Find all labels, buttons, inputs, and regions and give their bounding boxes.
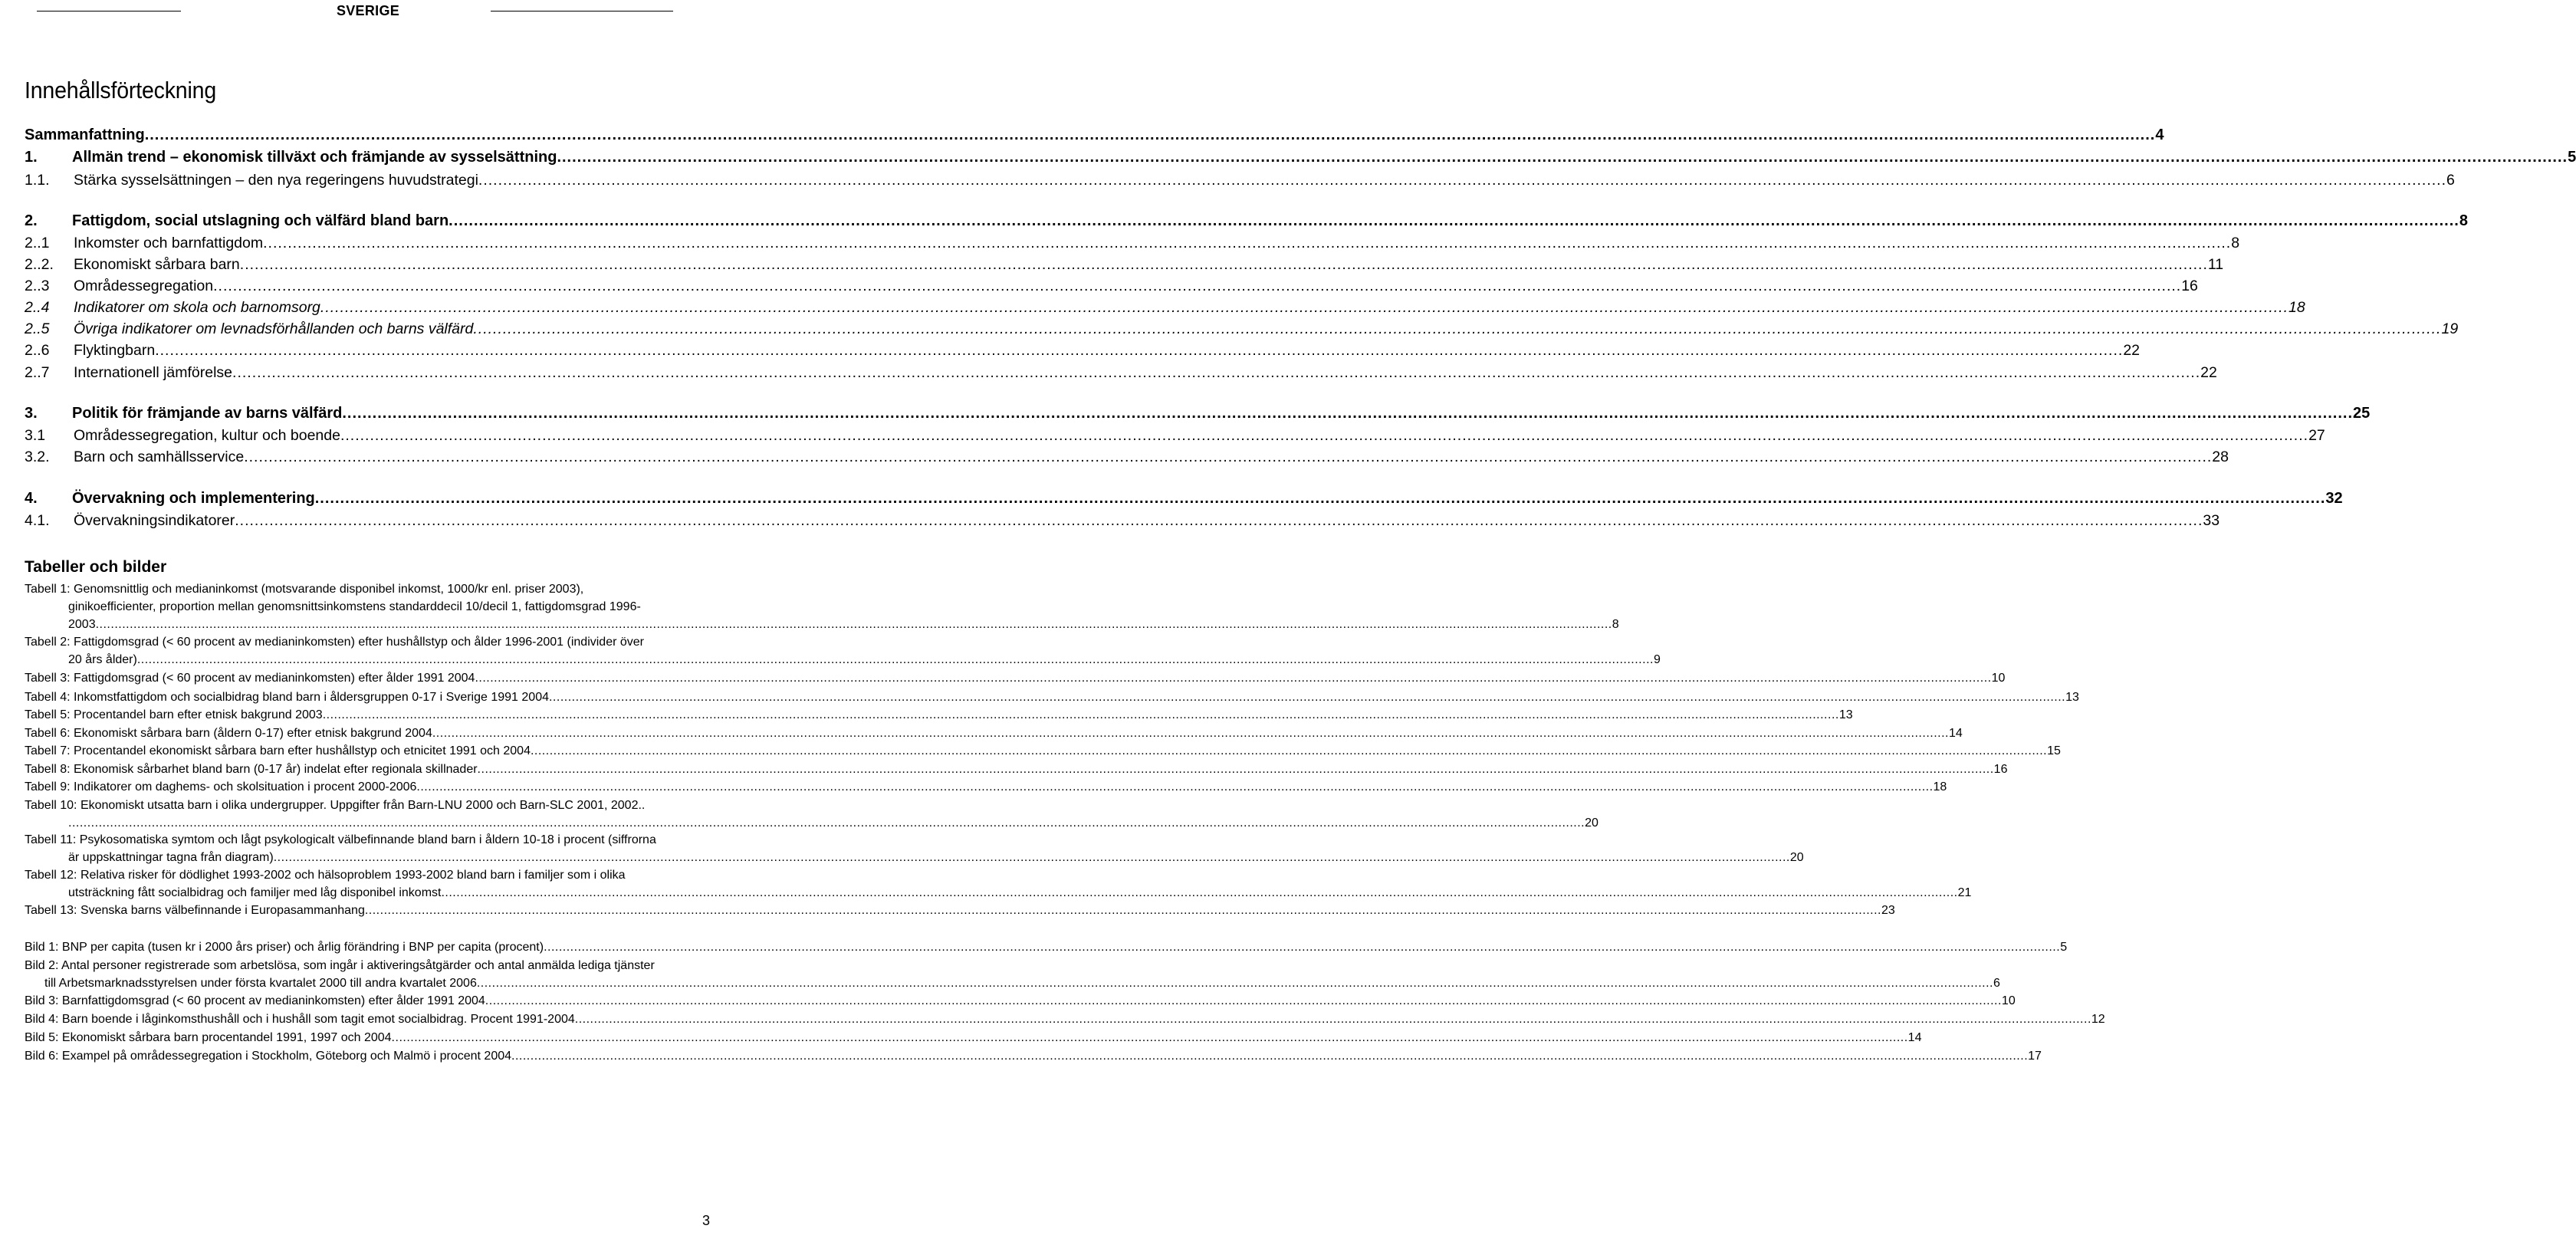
dot-leader: ................................................................................................................................................................................................................................................................................................................................................................................................................ [273, 851, 1790, 864]
table-entry[interactable] [25, 902, 1895, 919]
table-entry-text: Tabell 11: Psykosomatiska symtom och lågt psykologicalt välbefinnande bland barn i åldern 10-18 i procent (siffrorna [25, 833, 656, 846]
toc-entry[interactable] [25, 127, 2164, 144]
toc-entry[interactable] [25, 149, 2576, 166]
toc-entry-page: 32 [2325, 490, 2343, 507]
table-entry[interactable] [25, 706, 1853, 724]
toc-entry-page: 5 [2568, 149, 2576, 166]
image-entry-page: 12 [2091, 1013, 2105, 1026]
toc-entry-label: Flyktingbarn [74, 342, 156, 359]
table-entry-page: 18 [1933, 780, 1947, 794]
table-entry-page: 16 [1993, 763, 2008, 776]
toc-entry-number: 2..3 [25, 278, 50, 294]
dot-leader: ................................................................................................................................................................................................................................................................................................................................................................................................................ [342, 405, 2353, 422]
table-entry[interactable] [25, 797, 1598, 832]
toc-entry-number: 4. [25, 490, 38, 507]
image-entry[interactable] [25, 1010, 2105, 1028]
toc-entry-page: 22 [2200, 364, 2217, 381]
toc-entry[interactable] [25, 364, 2217, 382]
image-entry-page: 14 [1907, 1031, 1922, 1044]
dot-leader: ................................................................................................................................................................................................................................................................................................................................................................................................................ [473, 320, 2442, 337]
image-entry[interactable] [25, 1047, 2042, 1065]
dot-leader: ................................................................................................................................................................................................................................................................................................................................................................................................................ [544, 941, 2061, 954]
toc-entry-number: 1. [25, 149, 38, 166]
table-entry-text: Tabell 6: Ekonomiskt sårbara barn (åldern 0-17) efter etnisk bakgrund 2004 [25, 727, 432, 740]
header-title: SVERIGE [336, 3, 400, 18]
toc-entry-number: 3.2. [25, 449, 50, 465]
toc-entry-number: 3.1 [25, 427, 46, 444]
dot-leader: ................................................................................................................................................................................................................................................................................................................................................................................................................ [574, 1013, 2091, 1026]
image-entry[interactable] [25, 1029, 1922, 1046]
toc-entry-page: 28 [2212, 449, 2229, 465]
toc-entry-label: Områdessegregation, kultur och boende [74, 427, 340, 444]
table-entry-text: utsträckning fått socialbidrag och familjer med låg disponibel inkomst [68, 886, 442, 899]
toc-entry-label: Fattigdom, social utslagning och välfärd bland barn [72, 212, 449, 229]
table-entry-page: 20 [1789, 851, 1804, 864]
table-entry-text: Tabell 10: Ekonomiskt utsatta barn i olika undergrupper. Uppgifter från Barn-LNU 2000 och Barn-SLC 2001, 2002.. [25, 799, 646, 812]
toc-entry[interactable] [25, 512, 2220, 530]
table-entry-text: 2003 [68, 618, 96, 631]
toc-entry-label: Inkomster och barnfattigdom [74, 235, 264, 251]
dot-leader: ................................................................................................................................................................................................................................................................................................................................................................................................................ [391, 1031, 1908, 1044]
dot-leader: ................................................................................................................................................................................................................................................................................................................................................................................................................ [340, 427, 2309, 444]
image-entry[interactable] [25, 957, 2000, 992]
toc-entry[interactable] [25, 405, 2371, 422]
image-entry-text: till Arbetsmarknadsstyrelsen under första kvartalet 2000 till andra kvartalet 2006 [44, 977, 477, 990]
table-entry[interactable] [25, 724, 1963, 742]
toc-entry-label: Övervakning och implementering [72, 490, 315, 507]
toc-entry[interactable] [25, 320, 2459, 338]
image-entry-text: Bild 6: Exampel på områdessegregation i Stockholm, Göteborg och Malmö i procent 2004 [25, 1050, 512, 1063]
toc-entry-page: 27 [2308, 427, 2325, 444]
table-entry-page: 14 [1948, 727, 1963, 740]
dot-leader: ................................................................................................................................................................................................................................................................................................................................................................................................................ [548, 691, 2066, 704]
dot-leader: ................................................................................................................................................................................................................................................................................................................................................................................................................ [432, 727, 1949, 740]
table-entry[interactable] [25, 669, 2006, 687]
dot-leader: ................................................................................................................................................................................................................................................................................................................................................................................................................ [95, 618, 1612, 631]
table-entry-page: 20 [1585, 816, 1598, 830]
table-entry-page: 21 [1957, 886, 1972, 899]
image-entry[interactable] [25, 938, 2068, 956]
toc-entry-page: 19 [2441, 320, 2459, 337]
toc-entry-number: 2. [25, 212, 38, 229]
dot-leader: ................................................................................................................................................................................................................................................................................................................................................................................................................ [263, 235, 2232, 251]
table-entry-text: Tabell 9: Indikatorer om daghems- och skolsituation i procent 2000-2006 [25, 780, 417, 794]
toc-entry-page: 22 [2123, 342, 2141, 359]
table-entry-page: 9 [1653, 653, 1661, 666]
toc-entry-page: 25 [2353, 405, 2371, 422]
table-entry-page: 23 [1881, 904, 1895, 917]
toc-entry-page: 16 [2181, 278, 2198, 294]
image-entry-text: Bild 2: Antal personer registrerade som arbetslösa, som ingår i aktiveringsåtgärder och antal anmälda lediga tjänster [25, 959, 655, 972]
table-entry-text: Tabell 13: Svenska barns välbefinnande i Europasammanhang [25, 904, 365, 917]
toc-entry[interactable] [25, 449, 2229, 466]
toc-entry-page: 11 [2207, 256, 2224, 273]
dot-leader: ................................................................................................................................................................................................................................................................................................................................................................................................................ [364, 904, 1881, 917]
toc-entry-label: Övervakningsindikatorer [74, 512, 235, 529]
image-entry-text: Bild 1: BNP per capita (tusen kr i 2000 års priser) och årlig förändring i BNP per capita (procent) [25, 941, 544, 954]
toc-entry[interactable] [25, 256, 2224, 274]
table-entry[interactable] [25, 866, 1972, 902]
toc-entry-page: 33 [2203, 512, 2220, 529]
dot-leader: ................................................................................................................................................................................................................................................................................................................................................................................................................ [530, 744, 2048, 757]
dot-leader: ................................................................................................................................................................................................................................................................................................................................................................................................................ [213, 278, 2182, 294]
toc-entry-label: Allmän trend – ekonomisk tillväxt och främjande av sysselsättning [72, 149, 557, 166]
dot-leader: ................................................................................................................................................................................................................................................................................................................................................................................................................ [155, 342, 2124, 359]
table-entry[interactable] [25, 831, 1804, 866]
toc-entry-number: 3. [25, 405, 38, 422]
table-entry-page: 10 [1991, 672, 2006, 685]
dot-leader: ................................................................................................................................................................................................................................................................................................................................................................................................................ [239, 256, 2208, 273]
table-entry-text: Tabell 2: Fattigdomsgrad (< 60 procent av medianinkomsten) efter hushållstyp och ålder 1996-2001 (individer över [25, 636, 644, 649]
toc-entry[interactable] [25, 212, 2468, 230]
dot-leader: ................................................................................................................................................................................................................................................................................................................................................................................................................ [485, 994, 2002, 1007]
table-entry-text: Tabell 4: Inkomstfattigdom och socialbidrag bland barn i åldersgruppen 0-17 i Sverige 1991 2004 [25, 691, 549, 704]
dot-leader: ................................................................................................................................................................................................................................................................................................................................................................................................................ [511, 1050, 2029, 1063]
toc-entry-number: 2..6 [25, 342, 50, 359]
dot-leader: ................................................................................................................................................................................................................................................................................................................................................................................................................ [68, 816, 1585, 830]
dot-leader: ................................................................................................................................................................................................................................................................................................................................................................................................................ [232, 364, 2201, 381]
dot-leader: ................................................................................................................................................................................................................................................................................................................................................................................................................ [557, 149, 2568, 166]
dot-leader: ................................................................................................................................................................................................................................................................................................................................................................................................................ [244, 449, 2213, 465]
dot-leader: ................................................................................................................................................................................................................................................................................................................................................................................................................ [477, 763, 1994, 776]
dot-leader: ................................................................................................................................................................................................................................................................................................................................................................................................................ [475, 672, 1992, 685]
table-entry[interactable] [25, 688, 2079, 706]
toc-entry-page: 8 [2459, 212, 2468, 229]
toc-entry[interactable] [25, 299, 2305, 317]
toc-entry-label: Indikatorer om skola och barnomsorg [74, 299, 320, 316]
table-entry-text: är uppskattningar tagna från diagram) [68, 851, 274, 864]
image-entry-text: Bild 5: Ekonomiskt sårbara barn procentandel 1991, 1997 och 2004 [25, 1031, 392, 1044]
table-entry-page: 8 [1612, 618, 1619, 631]
toc-entry[interactable] [25, 278, 2198, 295]
table-entry[interactable] [25, 580, 1619, 633]
image-entry[interactable] [25, 992, 2016, 1010]
toc-title: Innehållsförteckning [25, 77, 216, 104]
toc-entry-label: Stärka sysselsättningen – den nya regeringens huvudstrategi [74, 172, 478, 189]
image-entry-page: 17 [2028, 1050, 2042, 1063]
image-entry-text: Bild 3: Barnfattigdomsgrad (< 60 procent av medianinkomsten) efter ålder 1991 2004 [25, 994, 485, 1007]
page-header [0, 0, 736, 31]
toc-entry-number: 2..2. [25, 256, 54, 273]
dot-leader: ................................................................................................................................................................................................................................................................................................................................................................................................................ [235, 512, 2203, 529]
toc-entry-number: 2..5 [25, 320, 50, 337]
table-entry-page: 13 [2065, 691, 2079, 704]
table-entry-text: Tabell 8: Ekonomisk sårbarhet bland barn (0-17 år) indelat efter regionala skillnader [25, 763, 478, 776]
toc-entry-label: Områdessegregation [74, 278, 214, 294]
header-rule-right [491, 11, 673, 12]
dot-leader: ................................................................................................................................................................................................................................................................................................................................................................................................................ [144, 127, 2156, 143]
toc-entry[interactable] [25, 342, 2141, 360]
table-entry-text: Tabell 5: Procentandel barn efter etnisk bakgrund 2003 [25, 708, 323, 721]
toc-entry-page: 18 [2288, 299, 2305, 316]
figures-heading: Tabeller och bilder [25, 558, 167, 576]
toc-entry-label: Övriga indikatorer om levnadsförhållanden och barns välfärd [74, 320, 474, 337]
toc-entry-page: 8 [2231, 235, 2240, 251]
image-entry-page: 10 [2001, 994, 2016, 1007]
toc-entry[interactable] [25, 427, 2325, 445]
dot-leader: ................................................................................................................................................................................................................................................................................................................................................................................................................ [320, 299, 2288, 316]
dot-leader: ................................................................................................................................................................................................................................................................................................................................................................................................................ [314, 490, 2326, 507]
toc-entry[interactable] [25, 172, 2455, 189]
table-entry[interactable] [25, 761, 2008, 778]
page-number: 3 [702, 1213, 710, 1228]
toc-entry[interactable] [25, 235, 2240, 252]
toc-entry[interactable] [25, 490, 2343, 508]
toc-entry-label: Politik för främjande av barns välfärd [72, 405, 343, 422]
toc-entry-number: 1.1. [25, 172, 50, 189]
dot-leader: ................................................................................................................................................................................................................................................................................................................................................................................................................ [416, 780, 1934, 794]
image-entry-text: Bild 4: Barn boende i låginkomsthushåll och i hushåll som tagit emot socialbidrag. Procent 1991-2004 [25, 1013, 575, 1026]
table-entry-text: Tabell 12: Relativa risker för dödlighet 1993-2002 och hälsoproblem 1993-2002 bland barn i familjer som i olika [25, 869, 626, 882]
toc-entry-label: Ekonomiskt sårbara barn [74, 256, 240, 273]
table-entry-text: 20 års ålder) [68, 653, 137, 666]
dot-leader: ................................................................................................................................................................................................................................................................................................................................................................................................................ [476, 977, 1993, 990]
toc-entry-number: 2..7 [25, 364, 50, 381]
dot-leader: ................................................................................................................................................................................................................................................................................................................................................................................................................ [478, 172, 2447, 189]
table-entry-page: 13 [1838, 708, 1853, 721]
table-entry[interactable] [25, 778, 1947, 796]
image-entry-page: 5 [2060, 941, 2068, 954]
table-entry-page: 15 [2047, 744, 2061, 757]
dot-leader: ................................................................................................................................................................................................................................................................................................................................................................................................................ [441, 886, 1958, 899]
dot-leader: ................................................................................................................................................................................................................................................................................................................................................................................................................ [322, 708, 1839, 721]
toc-entry-page: 4 [2155, 127, 2164, 143]
table-entry-text: ginikoefficienter, proportion mellan genomsnittsinkomstens standarddecil 10/decil 1, fattigdomsgrad 1996- [68, 600, 641, 613]
toc-entry-number: 4.1. [25, 512, 50, 529]
toc-entry-label: Sammanfattning [25, 127, 145, 143]
dot-leader: ................................................................................................................................................................................................................................................................................................................................................................................................................ [449, 212, 2459, 229]
table-entry[interactable] [25, 742, 2061, 760]
table-entry-text: Tabell 7: Procentandel ekonomiskt sårbara barn efter hushållstyp och etnicitet 1991 och 2004 [25, 744, 531, 757]
toc-entry-label: Barn och samhällsservice [74, 449, 245, 465]
toc-entry-page: 6 [2446, 172, 2455, 189]
image-entry-page: 6 [1993, 977, 2000, 990]
toc-entry-number: 2..1 [25, 235, 50, 251]
toc-entry-label: Internationell jämförelse [74, 364, 233, 381]
toc-entry-number: 2..4 [25, 299, 50, 316]
table-entry-text: Tabell 3: Fattigdomsgrad (< 60 procent av medianinkomsten) efter ålder 1991 2004 [25, 672, 475, 685]
table-entry[interactable] [25, 633, 1661, 669]
table-entry-text: Tabell 1: Genomsnittlig och medianinkomst (motsvarande disponibel inkomst, 1000/kr enl. priser 2003), [25, 583, 584, 596]
dot-leader: ................................................................................................................................................................................................................................................................................................................................................................................................................ [136, 653, 1654, 666]
